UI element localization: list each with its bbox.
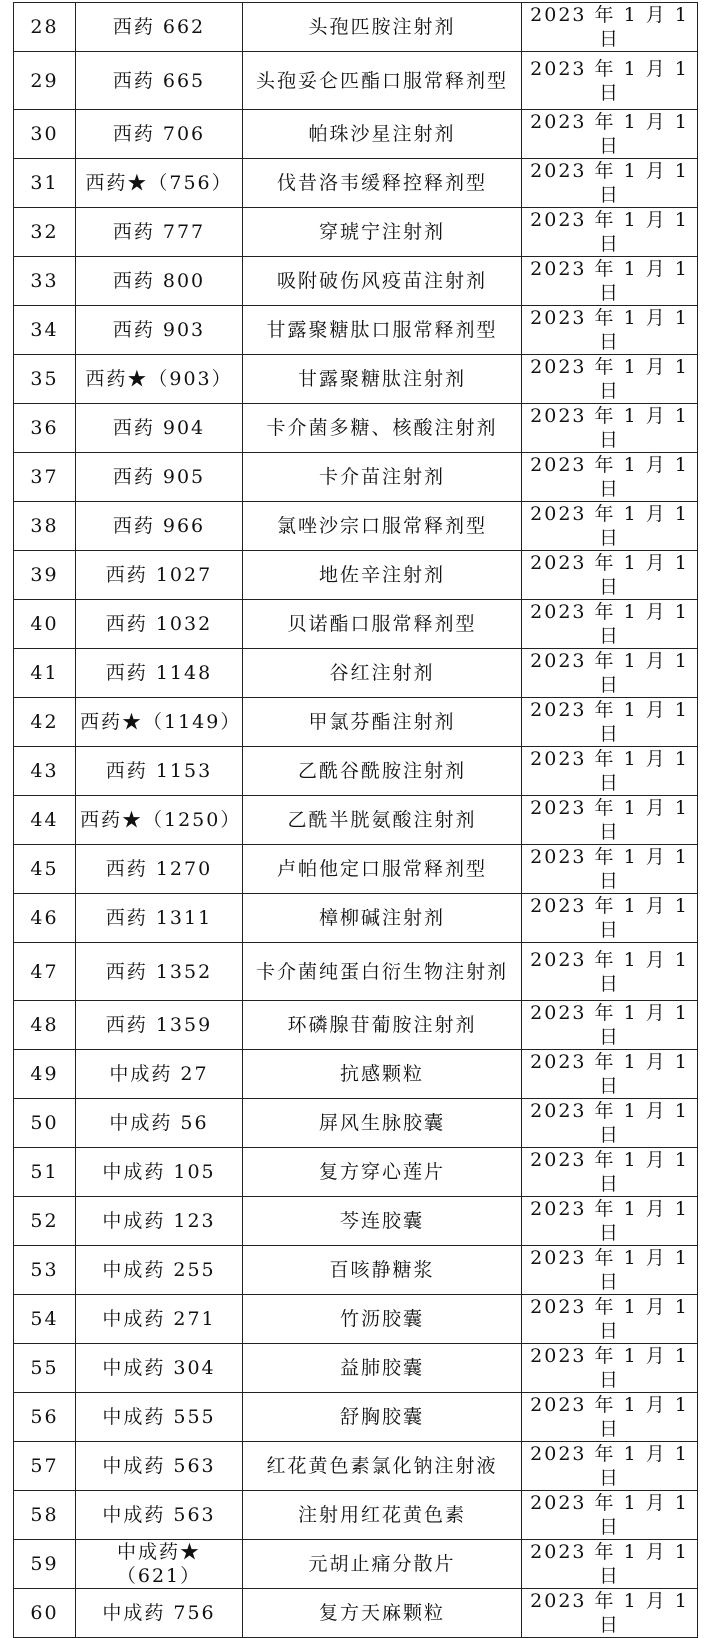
table-row: [14, 698, 698, 747]
effective-date-cell: 2023 年 1 月 1 日: [522, 894, 698, 943]
row-number-cell: 39: [14, 551, 76, 600]
row-number-cell: 59: [14, 1540, 76, 1589]
drug-code-cell: 西药 1153: [76, 747, 243, 796]
effective-date-cell: 2023 年 1 月 1 日: [522, 159, 698, 208]
table-row: [14, 1050, 698, 1099]
table-row: [14, 845, 698, 894]
drug-code-cell: 中成药 756: [76, 1589, 243, 1638]
drug-code-cell: 中成药 555: [76, 1393, 243, 1442]
drug-name-cell: 屏风生脉胶囊: [243, 1099, 522, 1148]
drug-name-cell: 帕珠沙星注射剂: [243, 110, 522, 159]
drug-code-cell: 西药 777: [76, 208, 243, 257]
row-number-cell: 42: [14, 698, 76, 747]
table-row: [14, 943, 698, 1001]
drug-name-cell: 头孢匹胺注射剂: [243, 3, 522, 52]
table-row: [14, 894, 698, 943]
drug-name-cell: 乙酰谷酰胺注射剂: [243, 747, 522, 796]
drug-code-cell: 中成药 27: [76, 1050, 243, 1099]
effective-date-cell: 2023 年 1 月 1 日: [522, 453, 698, 502]
effective-date-cell: 2023 年 1 月 1 日: [522, 698, 698, 747]
row-number-cell: 52: [14, 1197, 76, 1246]
table-row: [14, 1589, 698, 1638]
table-row: [14, 1246, 698, 1295]
effective-date-cell: 2023 年 1 月 1 日: [522, 208, 698, 257]
effective-date-cell: 2023 年 1 月 1 日: [522, 1589, 698, 1638]
row-number-cell: 32: [14, 208, 76, 257]
row-number-cell: 49: [14, 1050, 76, 1099]
row-number-cell: 33: [14, 257, 76, 306]
drug-name-cell: 地佐辛注射剂: [243, 551, 522, 600]
row-number-cell: 44: [14, 796, 76, 845]
drug-name-cell: 环磷腺苷葡胺注射剂: [243, 1001, 522, 1050]
effective-date-cell: 2023 年 1 月 1 日: [522, 551, 698, 600]
table-row: [14, 159, 698, 208]
row-number-cell: 53: [14, 1246, 76, 1295]
drug-name-cell: 红花黄色素氯化钠注射液: [243, 1442, 522, 1491]
row-number-cell: 43: [14, 747, 76, 796]
effective-date-cell: 2023 年 1 月 1 日: [522, 1491, 698, 1540]
drug-name-cell: 穿琥宁注射剂: [243, 208, 522, 257]
drug-name-cell: 竹沥胶囊: [243, 1295, 522, 1344]
drug-list-body: [14, 3, 698, 1638]
row-number-cell: 37: [14, 453, 76, 502]
table-row: [14, 1442, 698, 1491]
effective-date-cell: 2023 年 1 月 1 日: [522, 1295, 698, 1344]
drug-code-cell: 西药 800: [76, 257, 243, 306]
row-number-cell: 51: [14, 1148, 76, 1197]
drug-code-cell: 中成药★（621）: [76, 1540, 243, 1589]
effective-date-cell: 2023 年 1 月 1 日: [522, 649, 698, 698]
drug-code-cell: 西药 662: [76, 3, 243, 52]
row-number-cell: 30: [14, 110, 76, 159]
table-row: [14, 1540, 698, 1589]
row-number-cell: 38: [14, 502, 76, 551]
effective-date-cell: 2023 年 1 月 1 日: [522, 1246, 698, 1295]
drug-code-cell: 西药 1352: [76, 943, 243, 1001]
table-row: [14, 257, 698, 306]
row-number-cell: 50: [14, 1099, 76, 1148]
drug-code-cell: 西药 966: [76, 502, 243, 551]
drug-name-cell: 樟柳碱注射剂: [243, 894, 522, 943]
table-row: [14, 796, 698, 845]
table-row: [14, 502, 698, 551]
effective-date-cell: 2023 年 1 月 1 日: [522, 1442, 698, 1491]
drug-name-cell: 甘露聚糖肽口服常释剂型: [243, 306, 522, 355]
drug-code-cell: 中成药 255: [76, 1246, 243, 1295]
table-row: [14, 1295, 698, 1344]
drug-name-cell: 卢帕他定口服常释剂型: [243, 845, 522, 894]
row-number-cell: 55: [14, 1344, 76, 1393]
row-number-cell: 56: [14, 1393, 76, 1442]
drug-name-cell: 复方天麻颗粒: [243, 1589, 522, 1638]
drug-code-cell: 西药 1311: [76, 894, 243, 943]
table-row: [14, 355, 698, 404]
drug-code-cell: 西药 1148: [76, 649, 243, 698]
row-number-cell: 34: [14, 306, 76, 355]
effective-date-cell: 2023 年 1 月 1 日: [522, 1050, 698, 1099]
drug-code-cell: 西药★（1149）: [76, 698, 243, 747]
row-number-cell: 31: [14, 159, 76, 208]
drug-code-cell: 西药 905: [76, 453, 243, 502]
effective-date-cell: 2023 年 1 月 1 日: [522, 502, 698, 551]
drug-name-cell: 谷红注射剂: [243, 649, 522, 698]
drug-name-cell: 贝诺酯口服常释剂型: [243, 600, 522, 649]
table-row: [14, 649, 698, 698]
table-row: [14, 1491, 698, 1540]
effective-date-cell: 2023 年 1 月 1 日: [522, 943, 698, 1001]
row-number-cell: 48: [14, 1001, 76, 1050]
table-row: [14, 110, 698, 159]
drug-name-cell: 甲氯芬酯注射剂: [243, 698, 522, 747]
table-row: [14, 1393, 698, 1442]
effective-date-cell: 2023 年 1 月 1 日: [522, 355, 698, 404]
table-row: [14, 747, 698, 796]
drug-code-cell: 西药 1270: [76, 845, 243, 894]
effective-date-cell: 2023 年 1 月 1 日: [522, 1197, 698, 1246]
table-row: [14, 453, 698, 502]
drug-code-cell: 中成药 123: [76, 1197, 243, 1246]
drug-code-cell: 中成药 563: [76, 1442, 243, 1491]
table-row: [14, 404, 698, 453]
drug-name-cell: 抗感颗粒: [243, 1050, 522, 1099]
drug-name-cell: 百咳静糖浆: [243, 1246, 522, 1295]
row-number-cell: 35: [14, 355, 76, 404]
table-row: [14, 208, 698, 257]
effective-date-cell: 2023 年 1 月 1 日: [522, 1344, 698, 1393]
row-number-cell: 29: [14, 52, 76, 110]
drug-name-cell: 氯唑沙宗口服常释剂型: [243, 502, 522, 551]
drug-code-cell: 西药 1359: [76, 1001, 243, 1050]
drug-name-cell: 益肺胶囊: [243, 1344, 522, 1393]
table-row: [14, 1344, 698, 1393]
row-number-cell: 58: [14, 1491, 76, 1540]
drug-name-cell: 元胡止痛分散片: [243, 1540, 522, 1589]
effective-date-cell: 2023 年 1 月 1 日: [522, 1393, 698, 1442]
row-number-cell: 28: [14, 3, 76, 52]
effective-date-cell: 2023 年 1 月 1 日: [522, 3, 698, 52]
drug-name-cell: 芩连胶囊: [243, 1197, 522, 1246]
row-number-cell: 36: [14, 404, 76, 453]
row-number-cell: 60: [14, 1589, 76, 1638]
drug-name-cell: 甘露聚糖肽注射剂: [243, 355, 522, 404]
effective-date-cell: 2023 年 1 月 1 日: [522, 1001, 698, 1050]
drug-code-cell: 中成药 56: [76, 1099, 243, 1148]
effective-date-cell: 2023 年 1 月 1 日: [522, 306, 698, 355]
drug-code-cell: 西药 1032: [76, 600, 243, 649]
drug-code-cell: 中成药 271: [76, 1295, 243, 1344]
drug-code-cell: 西药 903: [76, 306, 243, 355]
drug-name-cell: 卡介菌多糖、核酸注射剂: [243, 404, 522, 453]
effective-date-cell: 2023 年 1 月 1 日: [522, 796, 698, 845]
effective-date-cell: 2023 年 1 月 1 日: [522, 600, 698, 649]
table-row: [14, 1148, 698, 1197]
drug-code-cell: 西药★（756）: [76, 159, 243, 208]
row-number-cell: 47: [14, 943, 76, 1001]
drug-name-cell: 伐昔洛韦缓释控释剂型: [243, 159, 522, 208]
drug-code-cell: 西药★（903）: [76, 355, 243, 404]
drug-name-cell: 头孢妥仑匹酯口服常释剂型: [243, 52, 522, 110]
drug-list-table: [13, 2, 698, 1638]
row-number-cell: 57: [14, 1442, 76, 1491]
drug-code-cell: 西药 904: [76, 404, 243, 453]
drug-name-cell: 卡介苗注射剂: [243, 453, 522, 502]
drug-name-cell: 卡介菌纯蛋白衍生物注射剂: [243, 943, 522, 1001]
drug-name-cell: 复方穿心莲片: [243, 1148, 522, 1197]
drug-name-cell: 吸附破伤风疫苗注射剂: [243, 257, 522, 306]
effective-date-cell: 2023 年 1 月 1 日: [522, 1540, 698, 1589]
row-number-cell: 45: [14, 845, 76, 894]
table-row: [14, 3, 698, 52]
effective-date-cell: 2023 年 1 月 1 日: [522, 110, 698, 159]
table-row: [14, 306, 698, 355]
drug-code-cell: 西药★（1250）: [76, 796, 243, 845]
table-row: [14, 551, 698, 600]
drug-name-cell: 注射用红花黄色素: [243, 1491, 522, 1540]
table-row: [14, 52, 698, 110]
effective-date-cell: 2023 年 1 月 1 日: [522, 1148, 698, 1197]
drug-code-cell: 西药 706: [76, 110, 243, 159]
drug-name-cell: 舒胸胶囊: [243, 1393, 522, 1442]
table-row: [14, 1099, 698, 1148]
row-number-cell: 54: [14, 1295, 76, 1344]
effective-date-cell: 2023 年 1 月 1 日: [522, 845, 698, 894]
drug-code-cell: 中成药 105: [76, 1148, 243, 1197]
table-row: [14, 1197, 698, 1246]
effective-date-cell: 2023 年 1 月 1 日: [522, 1099, 698, 1148]
row-number-cell: 46: [14, 894, 76, 943]
effective-date-cell: 2023 年 1 月 1 日: [522, 257, 698, 306]
drug-name-cell: 乙酰半胱氨酸注射剂: [243, 796, 522, 845]
table-row: [14, 1001, 698, 1050]
effective-date-cell: 2023 年 1 月 1 日: [522, 747, 698, 796]
drug-code-cell: 中成药 563: [76, 1491, 243, 1540]
row-number-cell: 41: [14, 649, 76, 698]
table-row: [14, 600, 698, 649]
effective-date-cell: 2023 年 1 月 1 日: [522, 404, 698, 453]
drug-code-cell: 西药 1027: [76, 551, 243, 600]
drug-code-cell: 中成药 304: [76, 1344, 243, 1393]
effective-date-cell: 2023 年 1 月 1 日: [522, 52, 698, 110]
drug-code-cell: 西药 665: [76, 52, 243, 110]
row-number-cell: 40: [14, 600, 76, 649]
